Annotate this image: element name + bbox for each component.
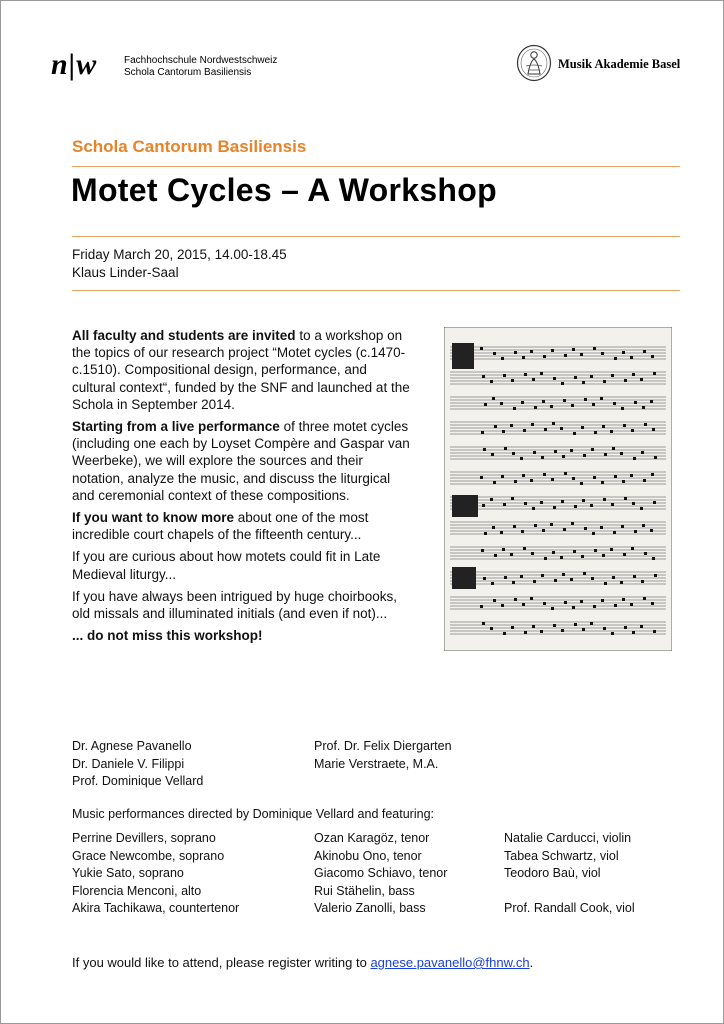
note-mark xyxy=(543,602,546,605)
registration-email-link[interactable]: agnese.pavanello@fhnw.ch xyxy=(370,955,530,970)
note-mark xyxy=(644,423,647,426)
note-mark xyxy=(622,351,625,354)
note-mark xyxy=(623,553,626,556)
organizers-left xyxy=(72,738,203,791)
performer: Akinobu Ono, tenor xyxy=(314,848,422,863)
note-mark xyxy=(551,478,554,481)
note-mark xyxy=(600,397,603,400)
note-mark xyxy=(482,375,485,378)
note-mark xyxy=(533,580,536,583)
note-mark xyxy=(554,450,557,453)
note-mark xyxy=(510,553,513,556)
note-mark xyxy=(560,427,563,430)
performers-col-3 xyxy=(504,830,635,918)
note-mark xyxy=(613,531,616,534)
note-mark xyxy=(654,574,657,577)
note-mark xyxy=(514,598,517,601)
note-mark xyxy=(550,523,553,526)
note-mark xyxy=(571,522,574,525)
note-mark xyxy=(572,606,575,609)
note-mark xyxy=(614,475,617,478)
note-mark xyxy=(643,479,646,482)
note-mark xyxy=(513,407,516,410)
note-mark xyxy=(534,406,537,409)
note-mark xyxy=(632,502,635,505)
note-mark xyxy=(533,451,536,454)
note-mark xyxy=(591,448,594,451)
note-mark xyxy=(621,407,624,410)
performers-col-1 xyxy=(72,830,239,918)
note-mark xyxy=(574,623,577,626)
note-mark xyxy=(563,528,566,531)
note-mark xyxy=(573,432,576,435)
note-mark xyxy=(601,481,604,484)
note-mark xyxy=(611,374,614,377)
note-mark xyxy=(651,473,654,476)
note-mark xyxy=(614,357,617,360)
note-mark xyxy=(582,499,585,502)
note-mark xyxy=(523,429,526,432)
note-mark xyxy=(570,578,573,581)
note-mark xyxy=(584,527,587,530)
performer: Yukie Sato, soprano xyxy=(72,866,184,880)
note-mark xyxy=(594,549,597,552)
note-mark xyxy=(631,547,634,550)
note-mark xyxy=(522,356,525,359)
note-mark xyxy=(622,598,625,601)
note-mark xyxy=(643,597,646,600)
note-mark xyxy=(634,530,637,533)
note-mark xyxy=(503,632,506,635)
note-mark xyxy=(493,481,496,484)
note-mark xyxy=(524,502,527,505)
note-mark xyxy=(571,404,574,407)
note-mark xyxy=(603,498,606,501)
note-mark xyxy=(653,630,656,633)
note-mark xyxy=(531,552,534,555)
note-mark xyxy=(574,505,577,508)
note-mark xyxy=(553,624,556,627)
note-mark xyxy=(602,425,605,428)
note-mark xyxy=(641,580,644,583)
musik-akademie-name: Musik Akademie Basel xyxy=(558,57,681,71)
note-mark xyxy=(640,378,643,381)
note-mark xyxy=(490,627,493,630)
note-mark xyxy=(520,457,523,460)
note-mark xyxy=(583,454,586,457)
note-mark xyxy=(490,498,493,501)
note-mark xyxy=(511,626,514,629)
note-mark xyxy=(651,602,654,605)
performer: Natalie Carducci, violin xyxy=(504,831,632,845)
performer: Grace Newcombe, soprano xyxy=(72,848,225,863)
note-mark xyxy=(641,451,644,454)
note-mark xyxy=(560,556,563,559)
note-mark xyxy=(561,629,564,632)
note-mark xyxy=(504,576,507,579)
note-mark xyxy=(640,625,643,628)
note-mark xyxy=(610,548,613,551)
note-mark xyxy=(494,554,497,557)
note-mark xyxy=(530,479,533,482)
registration-line xyxy=(72,955,533,970)
organizer: Marie Verstraete, M.A. xyxy=(314,756,439,771)
note-mark xyxy=(491,453,494,456)
note-mark xyxy=(562,455,565,458)
note-mark xyxy=(540,630,543,633)
note-mark xyxy=(483,448,486,451)
note-mark xyxy=(632,631,635,634)
note-mark xyxy=(581,426,584,429)
organizer: Prof. Dominique Vellard xyxy=(72,774,204,788)
organizer: Prof. Dr. Felix Diergarten xyxy=(314,739,452,753)
note-mark xyxy=(483,577,486,580)
note-mark xyxy=(503,374,506,377)
note-mark xyxy=(484,532,487,535)
note-mark xyxy=(593,476,596,479)
note-mark xyxy=(654,456,657,459)
note-mark xyxy=(614,604,617,607)
note-mark xyxy=(490,380,493,383)
note-mark xyxy=(482,504,485,507)
note-mark xyxy=(633,575,636,578)
organizer: Dr. Agnese Pavanello xyxy=(72,739,192,753)
note-mark xyxy=(620,452,623,455)
note-mark xyxy=(553,506,556,509)
note-mark xyxy=(542,529,545,532)
note-mark xyxy=(580,600,583,603)
performer: Teodoro Baù, viol xyxy=(504,866,601,880)
note-mark xyxy=(511,379,514,382)
note-mark xyxy=(522,603,525,606)
performer: Prof. Randall Cook, viol xyxy=(504,901,635,915)
note-mark xyxy=(604,453,607,456)
note-mark xyxy=(521,530,524,533)
note-mark xyxy=(492,397,495,400)
note-mark xyxy=(520,575,523,578)
note-mark xyxy=(600,526,603,529)
note-mark xyxy=(531,423,534,426)
note-mark xyxy=(590,622,593,625)
note-mark xyxy=(634,401,637,404)
paragraph-closing: ... do not miss this workshop! xyxy=(72,628,263,644)
note-mark xyxy=(540,372,543,375)
note-mark xyxy=(501,357,504,360)
performer: Rui Stähelin, bass xyxy=(314,883,415,898)
note-mark xyxy=(650,400,653,403)
note-mark xyxy=(552,422,555,425)
fhnw-logo xyxy=(51,48,97,82)
note-mark xyxy=(561,500,564,503)
paragraph-invite: All faculty and students are invited to a workshop on the topics of our research project “Motet cycles (c.1470-c.1510). Compositional design, performance, and cultural context“, funded by the SNF and launched at the Schola in September 2014. xyxy=(72,328,410,412)
note-mark xyxy=(630,356,633,359)
registration-text: If you would like to attend, please register writing to xyxy=(72,955,371,970)
note-mark xyxy=(553,377,556,380)
note-mark xyxy=(592,532,595,535)
note-mark xyxy=(570,449,573,452)
note-mark xyxy=(512,452,515,455)
note-mark xyxy=(500,531,503,534)
note-mark xyxy=(524,373,527,376)
event-title: Motet Cycles – A Workshop xyxy=(71,172,497,208)
note-mark xyxy=(480,605,483,608)
divider xyxy=(72,166,680,167)
note-mark xyxy=(620,581,623,584)
performer: Tabea Schwartz, viol xyxy=(504,848,619,863)
note-mark xyxy=(633,457,636,460)
divider xyxy=(72,290,680,291)
note-mark xyxy=(504,447,507,450)
note-mark xyxy=(601,599,604,602)
note-mark xyxy=(590,375,593,378)
note-mark xyxy=(623,424,626,427)
note-mark xyxy=(611,632,614,635)
note-mark xyxy=(514,480,517,483)
note-mark xyxy=(523,547,526,550)
note-mark xyxy=(653,372,656,375)
musik-akademie-seal-icon xyxy=(516,44,552,82)
note-mark xyxy=(530,350,533,353)
note-mark xyxy=(532,625,535,628)
note-mark xyxy=(544,557,547,560)
note-mark xyxy=(544,428,547,431)
note-mark xyxy=(613,402,616,405)
school-name: Schola Cantorum Basiliensis xyxy=(72,137,307,156)
note-mark xyxy=(564,601,567,604)
note-mark xyxy=(521,401,524,404)
note-mark xyxy=(512,581,515,584)
note-mark xyxy=(652,557,655,560)
note-mark xyxy=(481,549,484,552)
note-mark xyxy=(572,348,575,351)
note-mark xyxy=(514,351,517,354)
note-mark xyxy=(491,582,494,585)
note-mark xyxy=(590,504,593,507)
note-mark xyxy=(542,400,545,403)
divider xyxy=(72,236,680,237)
fhnw-line-2: Schola Cantorum Basiliensis xyxy=(124,67,252,78)
note-mark xyxy=(601,352,604,355)
note-mark xyxy=(552,551,555,554)
note-mark xyxy=(630,474,633,477)
performer: Valerio Zanolli, bass xyxy=(314,901,426,915)
note-mark xyxy=(510,424,513,427)
note-mark xyxy=(631,429,634,432)
paragraph-choirbooks: If you have always been intrigued by huge choirbooks, old missals and illuminated initials (and even if not)... xyxy=(72,588,397,622)
note-mark xyxy=(582,381,585,384)
note-mark xyxy=(532,507,535,510)
paragraph-liturgy: If you are curious about how motets could fit in Late Medieval liturgy... xyxy=(72,549,381,582)
note-mark xyxy=(604,582,607,585)
note-mark xyxy=(541,574,544,577)
performer: Florencia Menconi, alto xyxy=(72,883,202,898)
note-mark xyxy=(480,347,483,350)
event-date-time: Friday March 20, 2015, 14.00-18.45 xyxy=(72,247,287,262)
note-mark xyxy=(493,599,496,602)
note-mark xyxy=(503,503,506,506)
note-mark xyxy=(494,425,497,428)
note-mark xyxy=(484,403,487,406)
note-mark xyxy=(611,503,614,506)
note-mark xyxy=(482,622,485,625)
note-mark xyxy=(511,497,514,500)
note-mark xyxy=(621,525,624,528)
note-mark xyxy=(522,474,525,477)
note-mark xyxy=(543,473,546,476)
note-mark xyxy=(651,355,654,358)
note-mark xyxy=(624,379,627,382)
paragraph-performance: Starting from a live performance of three motet cycles (including one each by Loyset Compère and Gaspar van Weerbeke), we will explore the sources and their notation, analyze the music, and discuss the liturgical and ceremonial context of these compositions. xyxy=(72,419,410,503)
performer: Perrine Devillers, soprano xyxy=(72,831,216,845)
note-mark xyxy=(541,456,544,459)
note-mark xyxy=(592,403,595,406)
organizer: Dr. Daniele V. Filippi xyxy=(72,756,185,771)
fhnw-line-1: Fachhochschule Nordwestschweiz xyxy=(124,55,278,66)
note-mark xyxy=(622,480,625,483)
note-mark xyxy=(493,352,496,355)
note-mark xyxy=(540,501,543,504)
event-description xyxy=(72,327,412,649)
performer: Giacomo Schiavo, tenor xyxy=(314,866,448,880)
note-mark xyxy=(644,552,647,555)
registration-period: . xyxy=(529,955,534,970)
fhnw-name xyxy=(124,55,277,79)
note-mark xyxy=(532,378,535,381)
note-mark xyxy=(580,482,583,485)
note-mark xyxy=(502,430,505,433)
note-mark xyxy=(573,550,576,553)
note-mark xyxy=(584,398,587,401)
note-mark xyxy=(630,603,633,606)
note-mark xyxy=(624,497,627,500)
note-mark xyxy=(501,604,504,607)
note-mark xyxy=(612,447,615,450)
performer: Ozan Karagöz, tenor xyxy=(314,831,430,845)
note-mark xyxy=(563,399,566,402)
note-mark xyxy=(564,472,567,475)
note-mark xyxy=(561,382,564,385)
note-mark xyxy=(574,376,577,379)
note-mark xyxy=(640,507,643,510)
note-mark xyxy=(624,626,627,629)
note-mark xyxy=(480,476,483,479)
note-mark xyxy=(502,548,505,551)
note-mark xyxy=(643,350,646,353)
event-venue: Klaus Linder-Saal xyxy=(72,265,179,280)
note-mark xyxy=(501,475,504,478)
note-mark xyxy=(530,597,533,600)
note-mark xyxy=(593,347,596,350)
note-mark xyxy=(650,529,653,532)
performer: Akira Tachikawa, countertenor xyxy=(72,901,240,915)
paragraph-know-more: If you want to know more about one of the most incredible court chapels of the fifteenth century... xyxy=(72,510,369,543)
note-mark xyxy=(551,607,554,610)
note-mark xyxy=(610,430,613,433)
note-mark xyxy=(593,605,596,608)
note-mark xyxy=(612,576,615,579)
note-mark xyxy=(550,405,553,408)
note-mark xyxy=(562,573,565,576)
note-mark xyxy=(632,373,635,376)
performers-col-2 xyxy=(314,830,447,918)
note-mark xyxy=(642,524,645,527)
note-mark xyxy=(554,579,557,582)
note-mark xyxy=(603,380,606,383)
note-mark xyxy=(583,572,586,575)
fhnw-logo-text: n|w xyxy=(51,48,98,81)
note-mark xyxy=(602,554,605,557)
note-mark xyxy=(481,431,484,434)
note-mark xyxy=(492,526,495,529)
note-mark xyxy=(652,428,655,431)
note-mark xyxy=(594,431,597,434)
note-mark xyxy=(580,353,583,356)
event-details xyxy=(72,246,287,282)
performers-heading: Music performances directed by Dominique Vellard and featuring: xyxy=(72,807,434,821)
note-mark xyxy=(642,406,645,409)
note-mark xyxy=(543,355,546,358)
note-mark xyxy=(582,628,585,631)
note-mark xyxy=(591,577,594,580)
note-mark xyxy=(524,631,527,634)
note-mark xyxy=(551,349,554,352)
note-mark xyxy=(603,627,606,630)
note-mark xyxy=(534,524,537,527)
note-mark xyxy=(581,555,584,558)
note-mark xyxy=(572,477,575,480)
spacer xyxy=(504,883,635,901)
manuscript-image xyxy=(444,327,672,651)
note-mark xyxy=(513,525,516,528)
note-mark xyxy=(500,402,503,405)
note-mark xyxy=(653,501,656,504)
note-mark xyxy=(564,354,567,357)
organizers-right xyxy=(314,738,452,773)
